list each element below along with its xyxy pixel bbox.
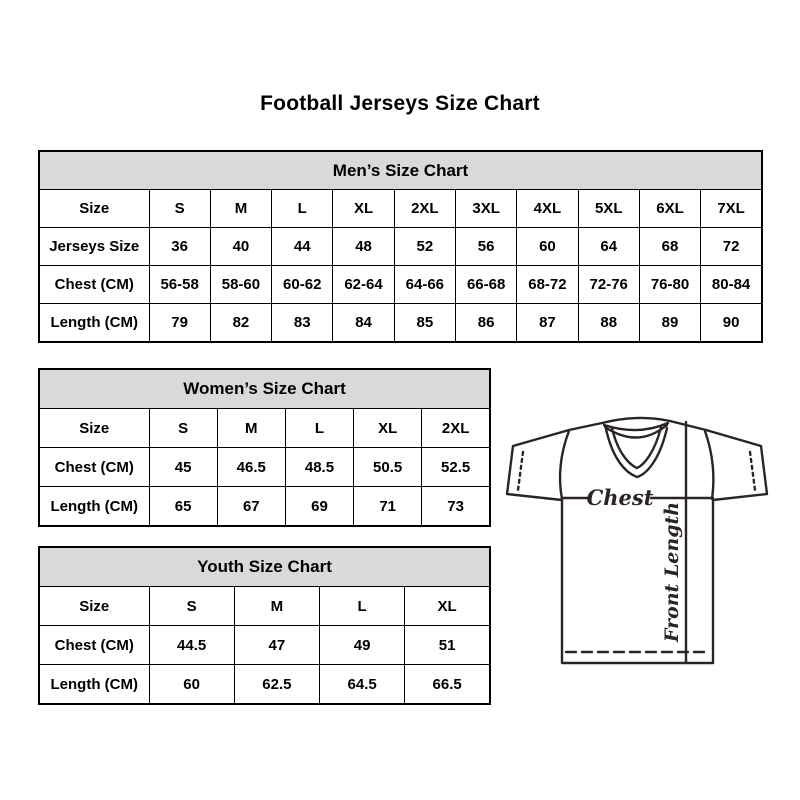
table-cell: M: [234, 587, 319, 626]
table-cell: 79: [149, 304, 210, 343]
row-label: Jerseys Size: [39, 228, 149, 266]
table-cell: 64.5: [320, 665, 405, 705]
row-label: Length (CM): [39, 665, 149, 705]
table-cell: 62.5: [234, 665, 319, 705]
jersey-measurement-diagram: [492, 400, 782, 690]
table-cell: S: [149, 190, 210, 228]
table-cell: S: [149, 587, 234, 626]
table-cell: 4XL: [517, 190, 578, 228]
table-cell: 46.5: [217, 448, 285, 487]
table-title: Youth Size Chart: [39, 547, 490, 587]
table-cell: 45: [149, 448, 217, 487]
row-label: Chest (CM): [39, 626, 149, 665]
table-cell: 71: [354, 487, 422, 527]
table-row: [39, 228, 762, 266]
table-cell: 72-76: [578, 266, 639, 304]
table-row: [39, 665, 490, 705]
front-length-label: Front Length: [661, 501, 683, 643]
table-cell: L: [285, 409, 353, 448]
table-title: Men’s Size Chart: [39, 151, 762, 190]
table-cell: 60: [149, 665, 234, 705]
table-cell: 2XL: [394, 190, 455, 228]
jersey-outline-shape: [507, 418, 767, 663]
table-cell: 62-64: [333, 266, 394, 304]
table-row: [39, 626, 490, 665]
table-cell: 69: [285, 487, 353, 527]
chest-label: Chest: [586, 485, 654, 510]
table-row: [39, 190, 762, 228]
table-cell: 56: [455, 228, 516, 266]
table-cell: 68-72: [517, 266, 578, 304]
table-cell: 7XL: [701, 190, 762, 228]
table-cell: 44: [272, 228, 333, 266]
table-cell: XL: [405, 587, 490, 626]
table-cell: 67: [217, 487, 285, 527]
table-cell: 49: [320, 626, 405, 665]
table-cell: M: [217, 409, 285, 448]
table-cell: 5XL: [578, 190, 639, 228]
table-cell: 87: [517, 304, 578, 343]
table-cell: 65: [149, 487, 217, 527]
table-cell: 89: [639, 304, 700, 343]
row-label: Size: [39, 587, 149, 626]
table-cell: 58-60: [210, 266, 271, 304]
table-cell: 40: [210, 228, 271, 266]
table-cell: 56-58: [149, 266, 210, 304]
table-cell: M: [210, 190, 271, 228]
table-cell: 64-66: [394, 266, 455, 304]
table-cell: XL: [354, 409, 422, 448]
table-row: [39, 409, 490, 448]
row-label: Length (CM): [39, 487, 149, 527]
row-label: Length (CM): [39, 304, 149, 343]
table-row: [39, 448, 490, 487]
table-cell: 50.5: [354, 448, 422, 487]
table-cell: 48.5: [285, 448, 353, 487]
table-cell: 80-84: [701, 266, 762, 304]
table-cell: L: [320, 587, 405, 626]
table-cell: L: [272, 190, 333, 228]
table-cell: 52: [394, 228, 455, 266]
table-title: Women’s Size Chart: [39, 369, 490, 409]
table-cell: 85: [394, 304, 455, 343]
table-cell: 60: [517, 228, 578, 266]
row-label: Size: [39, 409, 149, 448]
table-cell: 83: [272, 304, 333, 343]
table-cell: 3XL: [455, 190, 516, 228]
table-cell: 90: [701, 304, 762, 343]
table-cell: 73: [422, 487, 490, 527]
table-cell: 51: [405, 626, 490, 665]
row-label: Chest (CM): [39, 448, 149, 487]
table-cell: 6XL: [639, 190, 700, 228]
table-cell: 68: [639, 228, 700, 266]
table-cell: XL: [333, 190, 394, 228]
table-cell: 84: [333, 304, 394, 343]
table-cell: 60-62: [272, 266, 333, 304]
table-cell: S: [149, 409, 217, 448]
table-row: [39, 587, 490, 626]
table-cell: 76-80: [639, 266, 700, 304]
table-cell: 64: [578, 228, 639, 266]
mens-size-table: [38, 150, 763, 343]
table-cell: 52.5: [422, 448, 490, 487]
table-cell: 66-68: [455, 266, 516, 304]
table-cell: 66.5: [405, 665, 490, 705]
page-title: Football Jerseys Size Chart: [260, 92, 540, 115]
table-cell: 82: [210, 304, 271, 343]
row-label: Size: [39, 190, 149, 228]
womens-size-table: [38, 368, 491, 527]
table-cell: 86: [455, 304, 516, 343]
table-cell: 88: [578, 304, 639, 343]
table-row: [39, 266, 762, 304]
table-cell: 2XL: [422, 409, 490, 448]
youth-size-table: [38, 546, 491, 705]
table-cell: 72: [701, 228, 762, 266]
table-row: [39, 487, 490, 527]
table-cell: 48: [333, 228, 394, 266]
table-row: [39, 304, 762, 343]
table-cell: 44.5: [149, 626, 234, 665]
table-cell: 36: [149, 228, 210, 266]
row-label: Chest (CM): [39, 266, 149, 304]
table-cell: 47: [234, 626, 319, 665]
